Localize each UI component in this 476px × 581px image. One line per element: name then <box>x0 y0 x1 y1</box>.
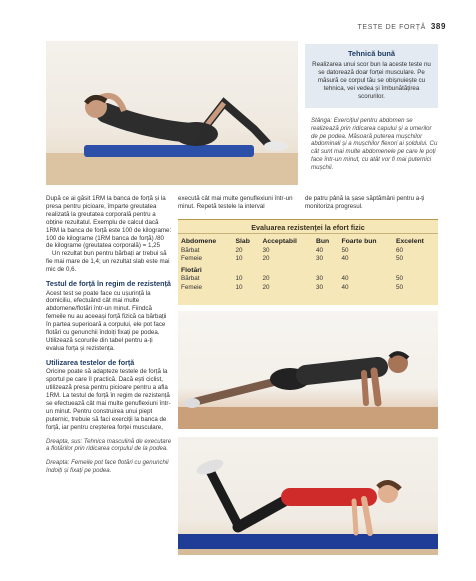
column-1 <box>46 195 172 475</box>
paragraph: După ce ai găsit 1RM la banca de forță și la presa pentru picioare, împarte greutatea realizată la greutatea corporală pentru a obține rezultatul. Exemplu de calcul dacă 1RM la banca de forță este 100 de kilograme: 100 de kilograme (1RM banca de forță) /80 de kilograme (greutatea corporală) = 1,25 <box>46 195 172 250</box>
table-cell: Bărbat <box>181 246 200 254</box>
table-cell: Femeie <box>181 254 202 262</box>
column-header: Slab <box>235 237 250 245</box>
subheading: Testul de forță în regim de rezistență <box>46 279 171 289</box>
tip-box-text: Realizarea unui scor bun la aceste teste nu se datorează doar forței musculare. Pe măsură ce corpul tău se obișnuiește cu tehnica, vei vedea și îmbunătățirea scorurilor. <box>312 61 431 100</box>
table-row <box>178 246 438 254</box>
running-header <box>358 22 446 31</box>
paragraph: Un rezultat bun pentru bărbați ar trebui să fie mai mare de 1,4; un rezultat slab este mai mic de 0,6. <box>46 250 170 274</box>
column-2: execută cât mai multe genuflexiuni într-un minut. Repetă testele la interval <box>178 195 293 210</box>
caption-top: Stânga: Exercițiul pentru abdomen se realizează prin ridicarea capului și a umerilor de pe podea. Măsoară puterea mușchilor abdominali și a mușchilor flexori ai șoldului. Cu cât sunt mai multe abdomenele pe care le poți face într-un minut, cu atât vor fi mai puternici mușchii. <box>311 117 438 171</box>
table-cell: 20 <box>235 246 243 254</box>
table-cell: Femeie <box>181 283 202 291</box>
tip-box <box>305 44 438 108</box>
table-cell: Bărbat <box>181 275 200 283</box>
table-cell: 30 <box>315 275 323 283</box>
caption-pushup-woman: Dreapta: Femeile pot face flotări cu genunchii îndoiți și fixați pe podea. <box>46 459 169 474</box>
table-cell: 30 <box>315 254 323 262</box>
page-number: 389 <box>430 22 446 31</box>
column-header: Foarte bun <box>341 237 377 245</box>
table-cell: 60 <box>395 246 403 254</box>
paragraph: Oricine poate să adapteze testele de forță la sportul pe care îl practică. Dacă ești ciclist, utilizează presa pentru picioare pentru a afla 1RM. La testul de forță în regim de rezistență se efectuează cât mai multe genuflexiuni într-un minut. Pentru construirea unui piept puternic, trebuie să faci exerciții la banca de forță, iar pentru creșterea forței musculare, <box>46 368 171 431</box>
column-3: de patru până la șase săptămâni pentru a-ți monitoriza progresul. <box>305 195 425 210</box>
table-cell: 40 <box>315 246 323 254</box>
table-cell: 50 <box>341 246 349 254</box>
column-header: Bun <box>315 237 330 245</box>
photo-abdominal-crunch <box>46 41 298 185</box>
photo-pushup-man <box>178 311 438 429</box>
table-cell: 40 <box>341 254 349 262</box>
table-cell: 30 <box>262 246 270 254</box>
table-cell: 50 <box>395 275 403 283</box>
table-cell: 20 <box>262 283 270 291</box>
paragraph: Acest test se poate face cu ușurință la domiciliu, efectuând cât mai multe abdomene/flotări într-un minut. Fiindcă femeile nu au aceeași forță fizică ca bărbații în partea superioară a corpului, ele pot face flotări cu genunchii îndoiți fixați pe podea. Utilizează scorurile din tabel pentru a-ți evalua forța și rezistența. <box>46 289 167 352</box>
column-header: Abdomene <box>181 237 217 245</box>
table-row <box>178 254 438 262</box>
tip-box-title: Tehnică bună <box>347 49 396 58</box>
table-cell: 10 <box>235 254 243 262</box>
table-cell: 10 <box>235 275 243 283</box>
table-cell: 50 <box>395 254 403 262</box>
table-cell: 20 <box>262 254 270 262</box>
table-cell: 40 <box>341 283 349 291</box>
photo-pushup-woman <box>178 437 438 555</box>
table-cell: 20 <box>262 275 270 283</box>
table-title: Evaluarea rezistenței la efort fizic <box>178 220 438 234</box>
subheading: Utilizarea testelor de forță <box>46 357 135 367</box>
table-section-label: Flotări <box>181 267 202 275</box>
column-header: Acceptabil <box>262 237 297 245</box>
table-cell: 30 <box>315 283 323 291</box>
table-header-row <box>178 236 438 246</box>
table-row <box>178 283 438 291</box>
table-row <box>178 275 438 283</box>
table-section-row <box>178 263 438 275</box>
caption-pushup-man: Dreapta, sus: Tehnica masculină de executare a flotărilor prin ridicarea corpului de la podea. <box>46 437 172 453</box>
endurance-table <box>178 219 438 305</box>
column-header: Excelent <box>395 237 424 245</box>
section-title: TESTE DE FORȚĂ <box>357 24 426 31</box>
table-cell: 40 <box>341 275 349 283</box>
table-cell: 10 <box>235 283 243 291</box>
table-cell: 50 <box>395 283 403 291</box>
